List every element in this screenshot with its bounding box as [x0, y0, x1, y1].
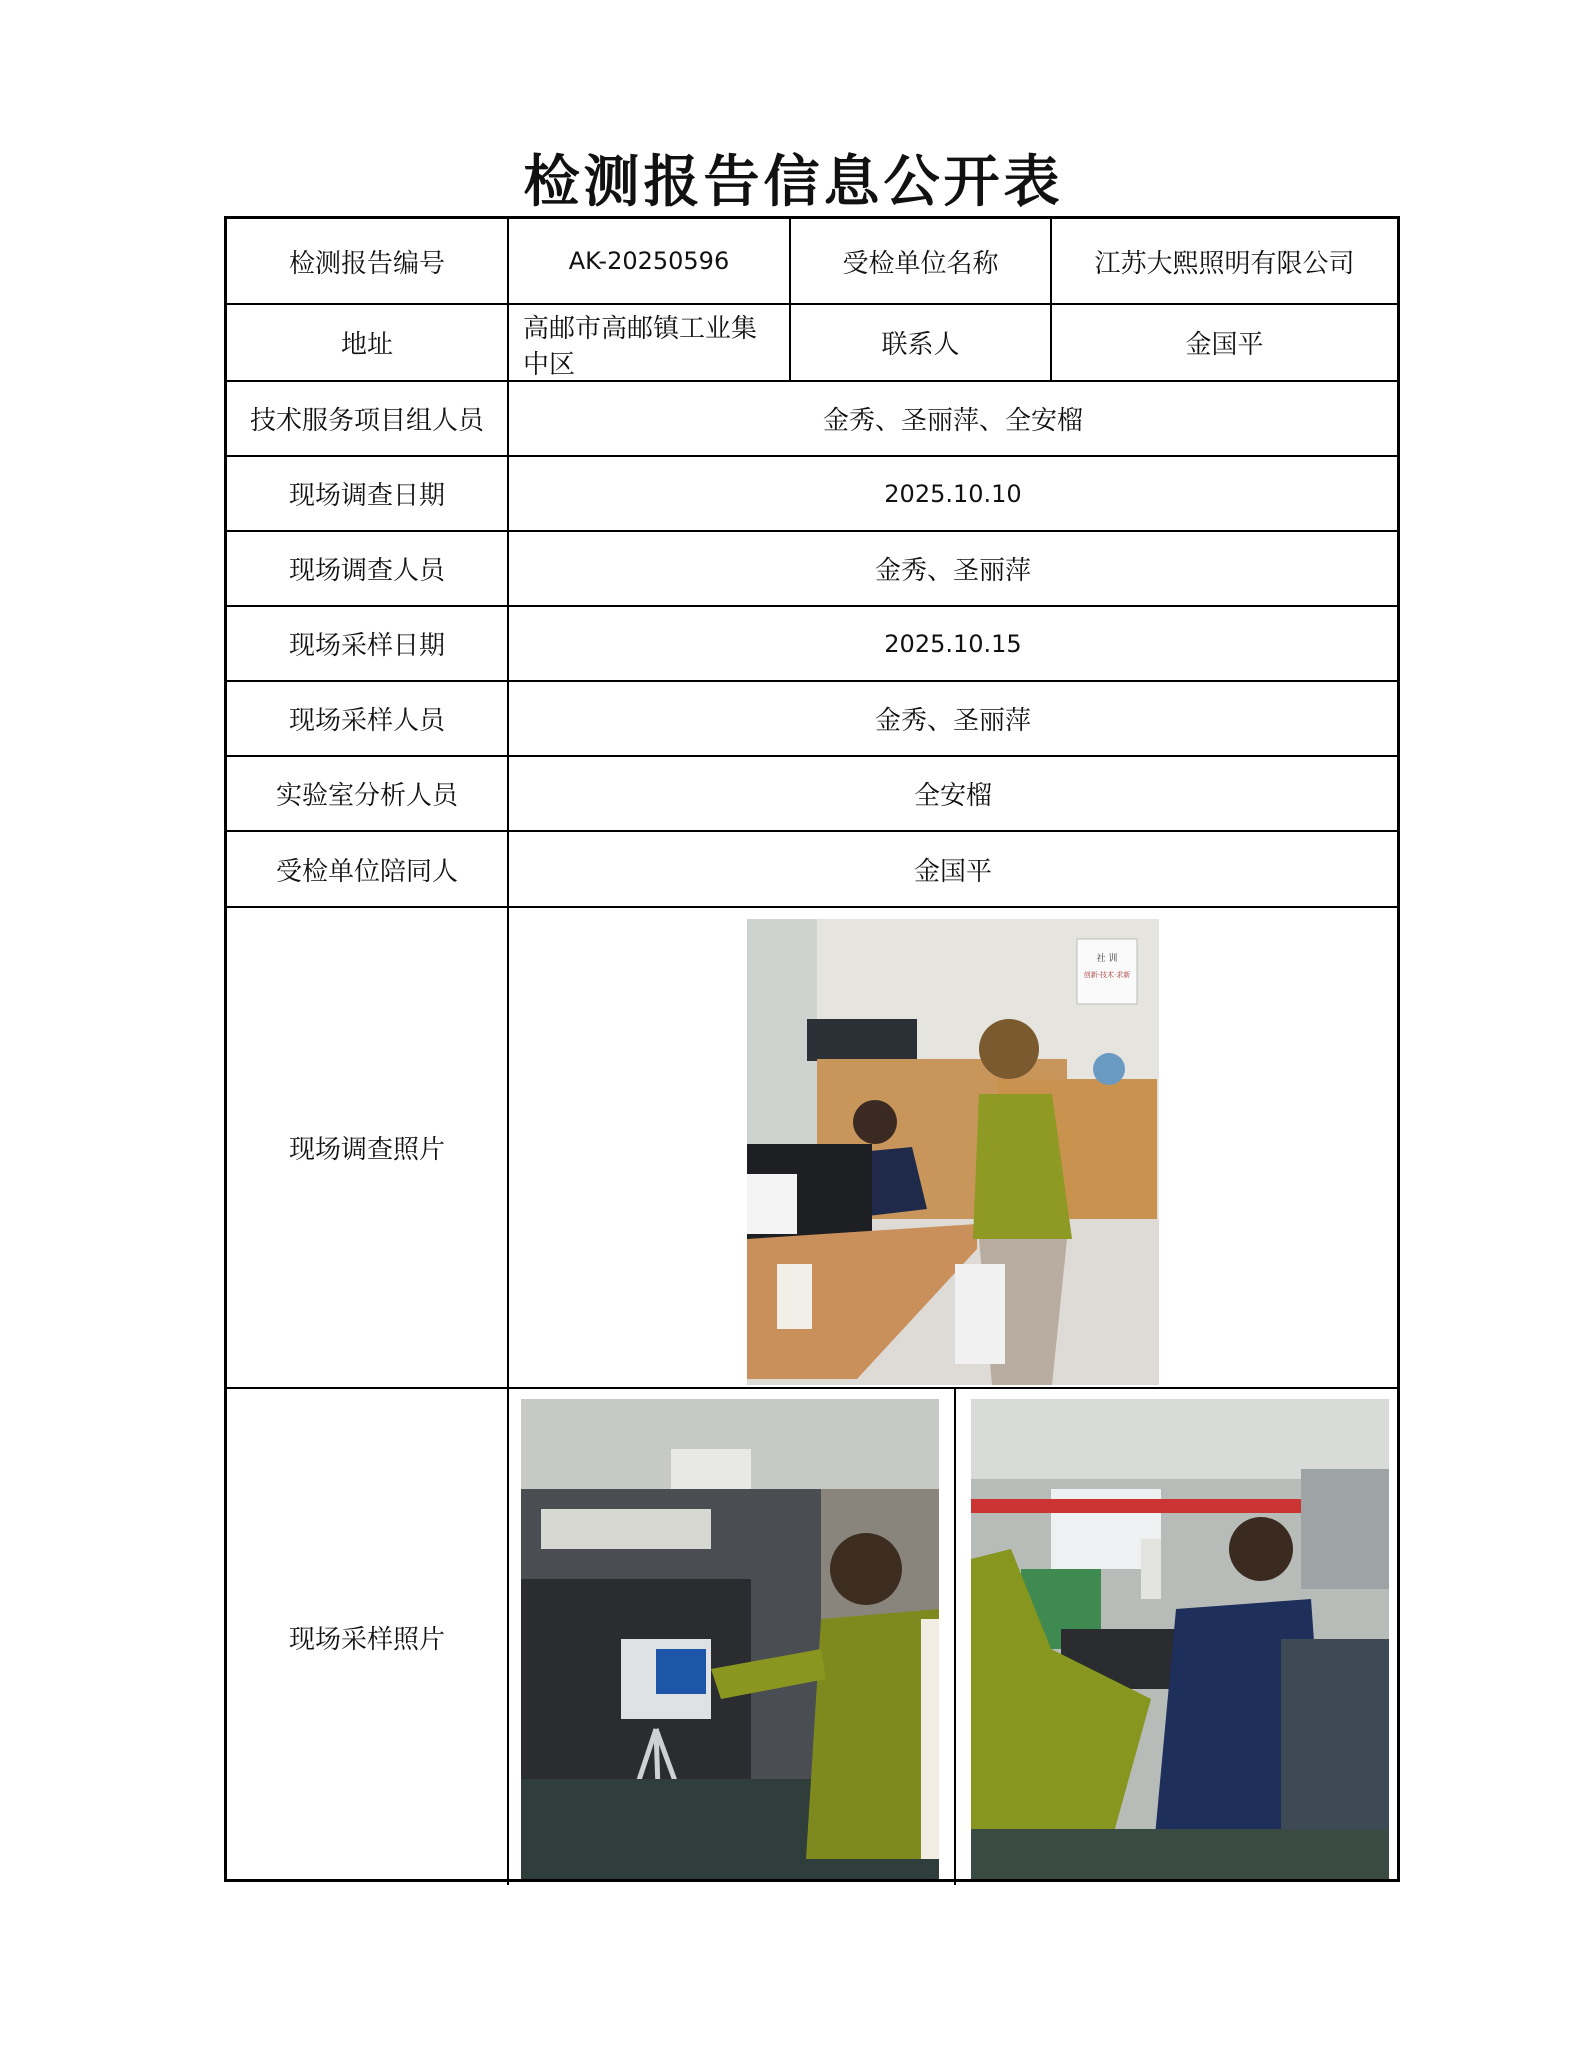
contact-value: 金国平 [1185, 330, 1264, 360]
row-label-sampling-staff: 现场采样人员 [288, 706, 445, 736]
address-value: 高邮市高邮镇工业集中区 [523, 314, 758, 380]
row-label-team: 技术服务项目组人员 [249, 406, 484, 436]
sampling-photo-label: 现场采样照片 [288, 1624, 445, 1655]
row-value-survey-staff: 金秀、圣丽萍 [874, 556, 1031, 586]
address-label: 地址 [340, 330, 393, 360]
row-value-sampling-date: 2025.10.15 [884, 629, 1022, 658]
document-title: 检测报告信息公开表 [523, 149, 1064, 215]
sampling-photo-2 [971, 1399, 1389, 1879]
row-value-escort: 金国平 [913, 856, 992, 887]
survey-photo [747, 919, 1159, 1385]
info-table [224, 216, 1400, 1882]
row-label-sampling-date: 现场采样日期 [288, 631, 445, 661]
survey-photo-label: 现场调查照片 [288, 1135, 445, 1165]
row-label-lab-staff: 实验室分析人员 [275, 781, 458, 811]
row-label-survey-date: 现场调查日期 [288, 481, 445, 511]
row-value-team: 金秀、圣丽萍、全安榴 [822, 406, 1083, 436]
report-no-value: AK-20250596 [568, 247, 730, 275]
row-value-lab-staff: 全安榴 [913, 781, 992, 811]
unit-name-value: 江苏大熙照明有限公司 [1094, 248, 1355, 279]
row-value-survey-date: 2025.10.10 [884, 479, 1022, 508]
row-label-escort: 受检单位陪同人 [275, 856, 458, 887]
report-no-label: 检测报告编号 [288, 248, 445, 279]
svg-text:创新·技术·求新: 创新·技术·求新 [1083, 971, 1131, 979]
unit-name-label: 受检单位名称 [842, 248, 999, 279]
contact-label: 联系人 [881, 330, 960, 360]
row-value-sampling-staff: 金秀、圣丽萍 [874, 706, 1031, 736]
sampling-photo-1 [521, 1399, 939, 1879]
svg-text:社 训: 社 训 [1096, 954, 1118, 964]
row-label-survey-staff: 现场调查人员 [288, 556, 445, 586]
